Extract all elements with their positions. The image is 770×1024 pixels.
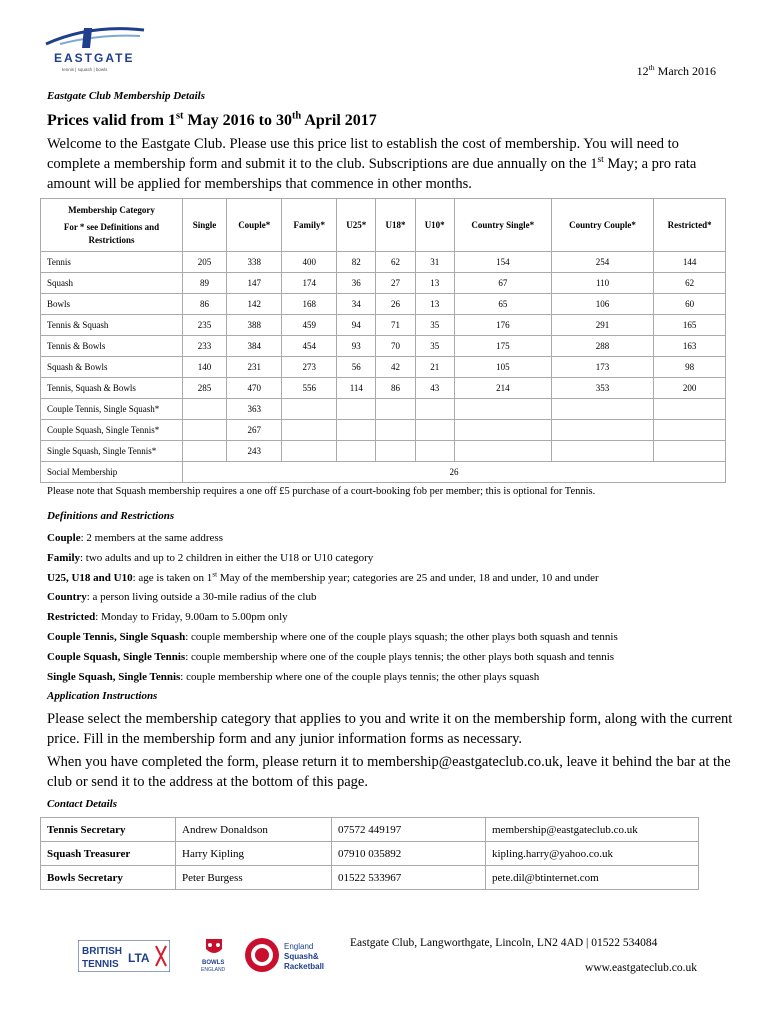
svg-text:EASTGATE: EASTGATE <box>54 51 135 65</box>
definition-item <box>47 529 747 549</box>
price-cell: 70 <box>376 336 415 357</box>
price-cell <box>654 441 726 462</box>
svg-text:ENGLAND: ENGLAND <box>201 967 226 973</box>
definition-term: U25, U18 and U10 <box>47 571 133 584</box>
definition-term: Couple Squash, Single Tennis <box>47 650 186 663</box>
row-category: Squash <box>41 273 183 294</box>
definition-text: : two adults and up to 2 children in either the U18 or U10 category <box>80 551 374 564</box>
british-tennis-lta-logo <box>78 940 170 972</box>
price-cell: 13 <box>415 294 454 315</box>
price-cell <box>654 420 726 441</box>
price-cell: 36 <box>337 273 376 294</box>
price-cell <box>454 420 551 441</box>
price-cell: 556 <box>282 378 337 399</box>
contact-role: Tennis Secretary <box>41 818 176 842</box>
price-cell: 363 <box>226 399 281 420</box>
price-cell <box>337 399 376 420</box>
price-cell: 89 <box>183 273 227 294</box>
price-cell: 106 <box>551 294 653 315</box>
price-cell: 144 <box>654 252 726 273</box>
price-cell: 35 <box>415 315 454 336</box>
definition-term: Family <box>47 551 80 564</box>
column-header: Single <box>183 199 227 252</box>
price-cell <box>183 441 227 462</box>
price-cell: 288 <box>551 336 653 357</box>
price-cell <box>415 441 454 462</box>
definition-item <box>47 628 747 648</box>
price-cell <box>415 420 454 441</box>
price-cell: 98 <box>654 357 726 378</box>
contact-row <box>41 818 699 842</box>
price-cell: 154 <box>454 252 551 273</box>
price-row <box>41 315 726 336</box>
category-header: Membership Category For * see Definitions and Restrictions <box>41 199 183 252</box>
contact-role: Bowls Secretary <box>41 866 176 890</box>
contact-phone: 07572 449197 <box>332 818 486 842</box>
price-row <box>41 441 726 462</box>
row-category: Bowls <box>41 294 183 315</box>
contact-row <box>41 842 699 866</box>
price-row <box>41 420 726 441</box>
row-category: Tennis, Squash & Bowls <box>41 378 183 399</box>
price-cell <box>454 441 551 462</box>
row-category: Squash & Bowls <box>41 357 183 378</box>
price-cell: 243 <box>226 441 281 462</box>
price-row <box>41 399 726 420</box>
definition-term: Country <box>47 591 87 604</box>
price-cell: 62 <box>654 273 726 294</box>
page-title: Prices valid from 1st May 2016 to 30th April 2017 <box>47 110 377 129</box>
price-cell: 110 <box>551 273 653 294</box>
definition-sup: st <box>212 569 218 578</box>
price-cell: 13 <box>415 273 454 294</box>
contacts-table <box>40 817 699 890</box>
price-cell <box>551 420 653 441</box>
contact-name: Harry Kipling <box>176 842 332 866</box>
definition-term: Couple Tennis, Single Squash <box>47 630 186 643</box>
price-cell: 454 <box>282 336 337 357</box>
price-cell <box>376 441 415 462</box>
price-row <box>41 378 726 399</box>
contact-email[interactable]: pete.dil@btinternet.com <box>486 866 699 890</box>
definition-item <box>47 588 747 608</box>
price-cell: 168 <box>282 294 337 315</box>
price-cell: 60 <box>654 294 726 315</box>
price-cell: 175 <box>454 336 551 357</box>
definition-item <box>47 569 747 589</box>
row-category: Tennis & Bowls <box>41 336 183 357</box>
price-cell: 62 <box>376 252 415 273</box>
contact-phone: 07910 035892 <box>332 842 486 866</box>
price-cell: 165 <box>654 315 726 336</box>
price-cell: 231 <box>226 357 281 378</box>
price-table-header <box>41 199 726 252</box>
column-header: Family* <box>282 199 337 252</box>
document-date: 12th March 2016 <box>636 63 716 78</box>
price-cell: 26 <box>376 294 415 315</box>
price-cell: 93 <box>337 336 376 357</box>
row-category: Single Squash, Single Tennis* <box>41 441 183 462</box>
price-cell: 459 <box>282 315 337 336</box>
price-cell <box>282 441 337 462</box>
price-cell <box>551 399 653 420</box>
contact-name: Andrew Donaldson <box>176 818 332 842</box>
price-cell: 26 <box>183 462 726 483</box>
price-cell: 163 <box>654 336 726 357</box>
application-paragraph: Please select the membership category that applies to you and write it on the membership form, along with the current price. Fill in the membership form and any junior information forms as necessary. <box>47 711 733 747</box>
price-cell: 400 <box>282 252 337 273</box>
price-cell: 56 <box>337 357 376 378</box>
price-cell: 86 <box>183 294 227 315</box>
price-cell <box>183 420 227 441</box>
price-cell: 176 <box>454 315 551 336</box>
squash-fob-note: Please note that Squash membership requires a one off £5 purchase of a court-booking fob per member; this is optional for Tennis. <box>47 486 596 497</box>
footer-website: www.eastgateclub.co.uk <box>585 962 697 974</box>
price-cell: 205 <box>183 252 227 273</box>
price-cell <box>337 441 376 462</box>
definitions-heading: Definitions and Restrictions <box>47 510 175 522</box>
footer-address: Eastgate Club, Langworthgate, Lincoln, LN2 4AD | 01522 534084 <box>350 937 658 949</box>
price-cell: 27 <box>376 273 415 294</box>
price-cell: 43 <box>415 378 454 399</box>
definition-item <box>47 608 747 628</box>
price-cell: 147 <box>226 273 281 294</box>
definition-text: : a person living outside a 30-mile radius of the club <box>86 591 317 604</box>
eastgate-logo <box>40 22 150 78</box>
column-header: Couple* <box>226 199 281 252</box>
price-cell: 21 <box>415 357 454 378</box>
svg-text:BRITISH: BRITISH <box>82 946 122 957</box>
price-cell: 173 <box>551 357 653 378</box>
definition-text: : couple membership where one of the couple plays tennis; the other plays squash <box>180 670 540 683</box>
price-cell: 34 <box>337 294 376 315</box>
column-header: Restricted* <box>654 199 726 252</box>
svg-text:tennis | squash | bowls: tennis | squash | bowls <box>62 67 108 72</box>
price-cell: 470 <box>226 378 281 399</box>
price-row <box>41 336 726 357</box>
price-cell: 388 <box>226 315 281 336</box>
definition-text: : age is taken on 1 <box>132 571 213 584</box>
contact-row <box>41 866 699 890</box>
price-row <box>41 357 726 378</box>
page-subheading: Eastgate Club Membership Details <box>47 90 205 102</box>
price-cell: 291 <box>551 315 653 336</box>
price-cell: 67 <box>454 273 551 294</box>
england-squash-logo <box>244 936 336 974</box>
price-cell: 71 <box>376 315 415 336</box>
price-cell: 353 <box>551 378 653 399</box>
row-category: Couple Squash, Single Tennis* <box>41 420 183 441</box>
definition-text: May of the membership year; categories are 25 and under, 18 and under, 10 and under <box>217 571 599 584</box>
svg-text:Squash&: Squash& <box>284 952 319 961</box>
price-cell <box>551 441 653 462</box>
svg-text:Racketball: Racketball <box>284 962 325 971</box>
contacts-heading: Contact Details <box>47 798 117 810</box>
price-cell <box>282 399 337 420</box>
svg-text:LTA: LTA <box>128 951 150 965</box>
price-cell: 82 <box>337 252 376 273</box>
price-table <box>40 198 726 483</box>
price-cell <box>282 420 337 441</box>
price-cell: 235 <box>183 315 227 336</box>
price-row <box>41 273 726 294</box>
application-paragraph: When you have completed the form, please return it to membership@eastgateclub.co.uk, leave it behind the bar at the club or send it to the address at the bottom of this page. <box>47 754 731 790</box>
price-cell: 142 <box>226 294 281 315</box>
price-cell: 140 <box>183 357 227 378</box>
column-header: U25* <box>337 199 376 252</box>
price-cell: 338 <box>226 252 281 273</box>
price-cell: 94 <box>337 315 376 336</box>
application-instructions <box>47 709 737 795</box>
column-header: U18* <box>376 199 415 252</box>
price-cell: 105 <box>454 357 551 378</box>
price-cell: 200 <box>654 378 726 399</box>
definition-item <box>47 648 747 668</box>
contact-role: Squash Treasurer <box>41 842 176 866</box>
definition-term: Single Squash, Single Tennis <box>47 670 181 683</box>
price-cell: 35 <box>415 336 454 357</box>
price-cell: 214 <box>454 378 551 399</box>
price-cell: 65 <box>454 294 551 315</box>
column-header: Country Couple* <box>551 199 653 252</box>
column-header: Country Single* <box>454 199 551 252</box>
price-cell <box>454 399 551 420</box>
definition-item <box>47 549 747 569</box>
application-heading: Application Instructions <box>47 690 158 702</box>
definition-item <box>47 668 747 688</box>
price-cell: 174 <box>282 273 337 294</box>
price-cell <box>415 399 454 420</box>
definition-term: Couple <box>47 532 81 544</box>
bowls-england-logo <box>198 935 230 973</box>
definition-text: : Monday to Friday, 9.00am to 5.00pm only <box>95 611 288 624</box>
definition-term: Restricted <box>47 611 96 624</box>
social-row <box>41 462 726 483</box>
price-cell <box>654 399 726 420</box>
row-category: Tennis & Squash <box>41 315 183 336</box>
definitions-list <box>47 529 747 687</box>
price-cell: 384 <box>226 336 281 357</box>
price-cell <box>376 399 415 420</box>
price-row <box>41 252 726 273</box>
price-row <box>41 294 726 315</box>
row-category: Tennis <box>41 252 183 273</box>
price-cell: 285 <box>183 378 227 399</box>
contact-phone: 01522 533967 <box>332 866 486 890</box>
price-cell <box>376 420 415 441</box>
row-category: Couple Tennis, Single Squash* <box>41 399 183 420</box>
contact-email[interactable]: kipling.harry@yahoo.co.uk <box>486 842 699 866</box>
row-category: Social Membership <box>41 462 183 483</box>
price-cell: 254 <box>551 252 653 273</box>
column-header: U10* <box>415 199 454 252</box>
definition-text: : 2 members at the same address <box>80 532 223 544</box>
svg-text:BOWLS: BOWLS <box>202 960 225 966</box>
price-cell: 233 <box>183 336 227 357</box>
intro-paragraph: Welcome to the Eastgate Club. Please use this price list to establish the cost of membership. You will need to complete a membership form and submit it to the club. Subscriptions are due annually on the 1st May; a pro rata amount will be applied for memberships that commence in other months. <box>47 136 697 192</box>
svg-text:England: England <box>284 942 314 951</box>
price-cell: 267 <box>226 420 281 441</box>
definition-text: : couple membership where one of the couple plays tennis; the other plays both squash and tennis <box>185 650 615 663</box>
contact-email[interactable]: membership@eastgateclub.co.uk <box>486 818 699 842</box>
price-cell: 42 <box>376 357 415 378</box>
price-cell: 86 <box>376 378 415 399</box>
price-cell <box>337 420 376 441</box>
price-cell <box>183 399 227 420</box>
contact-name: Peter Burgess <box>176 866 332 890</box>
price-cell: 114 <box>337 378 376 399</box>
svg-text:TENNIS: TENNIS <box>82 959 119 970</box>
definition-text: : couple membership where one of the couple plays squash; the other plays both squash and tennis <box>185 630 618 643</box>
price-cell: 31 <box>415 252 454 273</box>
price-cell: 273 <box>282 357 337 378</box>
